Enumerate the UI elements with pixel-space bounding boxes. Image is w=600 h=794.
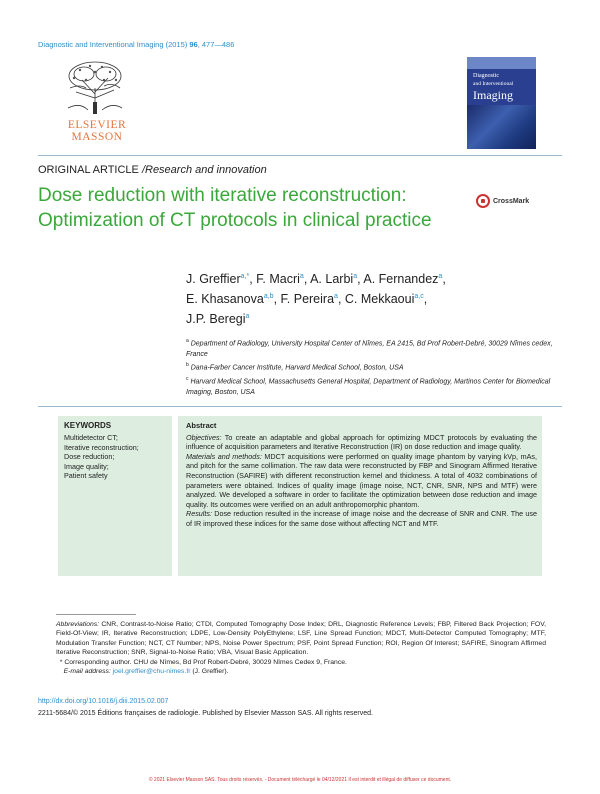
- footnote-divider: [56, 614, 136, 615]
- article-title: Dose reduction with iterative reconstruction: Optimization of CT protocols in clinical practice: [38, 185, 432, 231]
- email-link[interactable]: joel.greffier@chu-nimes.fr: [112, 668, 191, 676]
- section-divider: [38, 406, 562, 407]
- journal-volume: 96: [189, 40, 198, 49]
- affiliation: $^a$ Department of Radiology, University Hospital Center of Nîmes, EA 2415, Bd Prof Robert-Debré, 30029 Nîmes cedex, France: [186, 338, 553, 359]
- cover-line-3: Imaging: [473, 88, 513, 102]
- keyword: Dose reduction;: [64, 452, 115, 462]
- journal-citation[interactable]: [38, 40, 234, 49]
- abstract-results: Results: Dose reduction resulted in the increase of image noise and the decrease of SNR and CNR. The use of IR improved these indices for the same dose without affecting NCT and MTF.: [186, 509, 537, 528]
- email-line: E-mail address: joel.greffier@chu-nimes.fr (J. Greffier).: [63, 668, 229, 676]
- author[interactable]: A. Larbi$^a$: [310, 272, 358, 287]
- abbreviations: Abbreviations: CNR, Contrast-to-Noise Ratio; CTDI, Computed Tomography Dose Index; DRL, Diagnostic Reference Levels; FBP, Filtered Back Projection; FOV, Field-Of-View; IR, Iterative Reconstruction; LDPE, Low-Density PolyEthylene; LSF, Line Spread Function; MDCT, Multi-Detector Computed Tomography; MTF, Modulation Transfer Function; NCT, CT Number; NPS, Noise Power Spectrum; PSF, Point Spread Function; ROI, Region Of Interest; SAFIRE, Sinogram Affirmed Iterative Reconstruction; SNR, Signal-to-Noise Ratio; VBA, Visual Basic Application.: [56, 621, 546, 657]
- logo-line-1: ELSEVIER: [67, 119, 127, 131]
- abstract: [186, 421, 537, 529]
- article-type: [38, 164, 267, 176]
- footnotes: [56, 620, 546, 676]
- logo-line-2: MASSON: [71, 131, 123, 143]
- elsevier-tree-logo: [60, 58, 130, 116]
- doi-link[interactable]: http://dx.doi.org/10.1016/j.diii.2015.02.007: [38, 698, 169, 705]
- abstract-methods: Materials and methods: MDCT acquisitions were performed on quality image phantom by varying kVp, mAs, and pitch for the same collimation. The raw data were reconstructed by FBP and Sinogram Affirmed Iterative Reconstruction (SAFIRE) with different reconstruction kernel and thickness. A total of 4032 combinations of parameters were obtained. Indices of quality image (image noise, NCT, CNR, SNR, NPS and MTF) were analyzed. We developed a software in order to facilitate the optimization between dose reduction and image quality. Its outcomes were verified on an adult anthropomorphic phantom.: [186, 451, 537, 509]
- crossmark-icon: [476, 194, 490, 208]
- author[interactable]: A. Fernandez$^a$: [363, 272, 443, 287]
- elsevier-masson-wordmark: [64, 119, 130, 143]
- keyword: Patient safety: [64, 471, 108, 481]
- article-type-label: ORIGINAL ARTICLE: [38, 164, 139, 176]
- author[interactable]: E. Khasanova$^{a,b}$: [186, 292, 274, 307]
- cover-band: [467, 57, 536, 69]
- author[interactable]: F. Macri$^a$: [256, 272, 304, 287]
- affiliation: $^c$ Harvard Medical School, Massachusetts General Hospital, Department of Radiology, Martinos Center for Biomedical Imaging, Boston, USA: [186, 375, 551, 396]
- abstract-heading: Abstract: [186, 421, 217, 430]
- abstract-objectives: Objectives: To create an adaptable and global approach for optimizing MDCT protocols by evaluating the influence of acquisition parameters and Iterative Reconstruction (IR) on dose reduction and image quality.: [186, 432, 537, 452]
- author-list: J. Greffier$^{a,*}$, F. Macri$^a$, A. Larbi$^a$, A. Fernandez$^a$, E. Khasanova$^{a,b}$, F. Pereira$^a$, C. Mekkaoui$^{a,c}$, J.P. Beregi$^a$: [186, 272, 446, 327]
- header-divider: [38, 155, 562, 156]
- author[interactable]: F. Pereira$^a$: [280, 292, 338, 307]
- affiliations: [186, 336, 556, 398]
- author[interactable]: J.P. Beregi$^a$: [186, 312, 250, 327]
- cover-image: [467, 105, 536, 149]
- crossmark-badge[interactable]: [476, 194, 529, 208]
- journal-pages: , 477—486: [197, 40, 235, 49]
- journal-cover[interactable]: [467, 57, 536, 149]
- author[interactable]: J. Greffier$^{a,*}$: [186, 272, 250, 287]
- cover-line-1: Diagnostic: [473, 73, 499, 79]
- keywords-list: [64, 433, 164, 481]
- copyright: 2211-5684/© 2015 Éditions françaises de radiologie. Published by Elsevier Masson SAS. All rights reserved.: [38, 710, 373, 717]
- keyword: Iterative reconstruction;: [64, 442, 139, 452]
- corresponding-author: * Corresponding author. CHU de Nîmes, Bd Prof Robert-Debré, 30029 Nîmes Cedex 9, France.: [56, 658, 347, 666]
- keyword: Multidetector CT;: [64, 433, 118, 442]
- cover-line-2: and Interventional: [473, 81, 514, 87]
- keywords-heading: KEYWORDS: [64, 421, 112, 430]
- download-notice: © 2021 Elsevier Masson SAS. Tous droits réservés. - Document téléchargé le 04/12/2021 Il est interdit et illégal de diffuser ce document.: [148, 777, 452, 783]
- journal-name: Diagnostic and Interventional Imaging (2015): [38, 40, 190, 49]
- author[interactable]: C. Mekkaoui$^{a,c}$: [344, 292, 424, 307]
- article-section: /Research and innovation: [141, 164, 267, 176]
- crossmark-label: CrossMark: [493, 197, 530, 205]
- affiliation: $^b$ Dana-Farber Cancer Institute, Harvard Medical School, Boston, USA: [186, 362, 404, 372]
- keyword: Image quality;: [64, 461, 109, 471]
